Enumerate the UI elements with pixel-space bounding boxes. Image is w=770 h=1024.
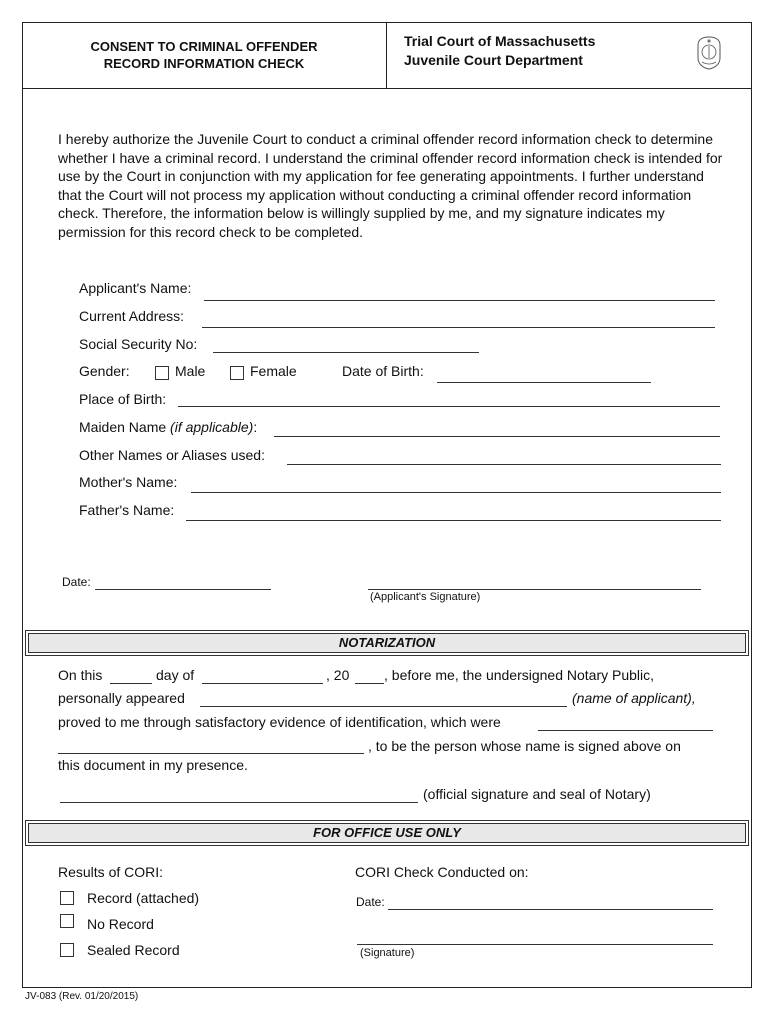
notary-year-field[interactable]: [355, 683, 384, 684]
notary-on-this: On this: [58, 667, 103, 683]
mothers-name-label: Mother's Name:: [79, 474, 178, 490]
notary-signature-field[interactable]: [60, 802, 418, 803]
office-use-band: [25, 820, 749, 846]
applicant-signature-field[interactable]: [368, 589, 701, 590]
record-attached-label: Record (attached): [87, 890, 200, 906]
applicant-name-field[interactable]: [204, 300, 715, 301]
no-record-label: No Record: [87, 916, 154, 932]
court-name-line1: Trial Court of Massachusetts: [404, 33, 596, 49]
maiden-name-colon: :: [253, 419, 258, 435]
no-record-checkbox[interactable]: [60, 914, 74, 928]
place-of-birth-label: Place of Birth:: [79, 391, 167, 407]
header-split: [386, 22, 387, 88]
gender-label: Gender:: [79, 363, 130, 379]
notary-official-signature: (official signature and seal of Notary): [423, 786, 651, 802]
fathers-name-label: Father's Name:: [79, 502, 175, 518]
signature-date-field[interactable]: [95, 589, 271, 590]
sealed-record-checkbox[interactable]: [60, 943, 74, 957]
other-names-label: Other Names or Aliases used:: [79, 447, 265, 463]
notary-identification-field-2[interactable]: [58, 753, 364, 754]
notary-before-me: , before me, the undersigned Notary Public,: [384, 667, 655, 683]
massachusetts-seal-icon: [694, 36, 724, 70]
form-title-line2: RECORD INFORMATION CHECK: [103, 56, 305, 71]
notarization-band: [25, 630, 749, 656]
applicant-signature-label: (Applicant's Signature): [370, 591, 481, 603]
sealed-record-label: Sealed Record: [87, 942, 180, 958]
ssn-label: Social Security No:: [79, 336, 198, 352]
notary-day-of: day of: [156, 667, 195, 683]
notary-month-field[interactable]: [202, 683, 323, 684]
female-label: Female: [250, 363, 297, 379]
notarization-title: NOTARIZATION: [28, 633, 746, 653]
office-date-field[interactable]: [388, 909, 713, 910]
notary-name-of-applicant: (name of applicant),: [572, 690, 696, 706]
notary-personally-appeared: personally appeared: [58, 690, 185, 706]
notary-year-prefix: , 20: [326, 667, 350, 683]
form-title: [24, 38, 384, 72]
dob-field[interactable]: [437, 382, 651, 383]
current-address-field[interactable]: [202, 327, 715, 328]
maiden-name-field[interactable]: [274, 436, 720, 437]
header-divider: [22, 88, 752, 89]
form-title-line1: CONSENT TO CRIMINAL OFFENDER: [90, 39, 318, 54]
office-signature-label: (Signature): [360, 947, 415, 959]
notary-proved: proved to me through satisfactory evidence of identification, which were: [58, 714, 501, 730]
maiden-name-label: [79, 419, 257, 435]
office-use-title: FOR OFFICE USE ONLY: [28, 823, 746, 843]
mothers-name-field[interactable]: [191, 492, 721, 493]
maiden-name-note: (if applicable): [170, 419, 254, 435]
female-checkbox[interactable]: [230, 366, 244, 380]
other-names-field[interactable]: [287, 464, 721, 465]
dob-label: Date of Birth:: [342, 363, 424, 379]
results-of-cori-label: Results of CORI:: [58, 864, 164, 880]
current-address-label: Current Address:: [79, 308, 185, 324]
court-name: [404, 32, 595, 70]
ssn-field[interactable]: [213, 352, 479, 353]
court-name-line2: Juvenile Court Department: [404, 52, 583, 68]
notary-applicant-name-field[interactable]: [200, 706, 567, 707]
cori-check-conducted-label: CORI Check Conducted on:: [355, 864, 529, 880]
signature-date-label: Date:: [62, 575, 91, 589]
notary-day-field[interactable]: [110, 683, 152, 684]
record-attached-checkbox[interactable]: [60, 891, 74, 905]
fathers-name-field[interactable]: [186, 520, 721, 521]
notary-identification-field[interactable]: [538, 730, 713, 731]
notary-this-document: this document in my presence.: [58, 757, 248, 773]
male-label: Male: [175, 363, 206, 379]
maiden-name-text: Maiden Name: [79, 419, 171, 435]
office-date-label: Date:: [356, 895, 385, 909]
applicant-name-label: Applicant's Name:: [79, 280, 192, 296]
office-signature-field[interactable]: [357, 944, 713, 945]
notary-to-be: , to be the person whose name is signed above on: [368, 738, 681, 754]
authorization-text: I hereby authorize the Juvenile Court to conduct a criminal offender record information check to determine whether I have a criminal record. I understand the criminal offender record information check is intended for use by the Court in conjunction with my application for fee generating appointments. I further understand that the Court will not process my application without conducting a criminal offender record information check. Therefore, the information below is willingly supplied by me, and my signature indicates my permission for this record check to be completed.: [58, 131, 723, 240]
place-of-birth-field[interactable]: [178, 406, 720, 407]
male-checkbox[interactable]: [155, 366, 169, 380]
form-id: JV-083 (Rev. 01/20/2015): [25, 991, 139, 1002]
